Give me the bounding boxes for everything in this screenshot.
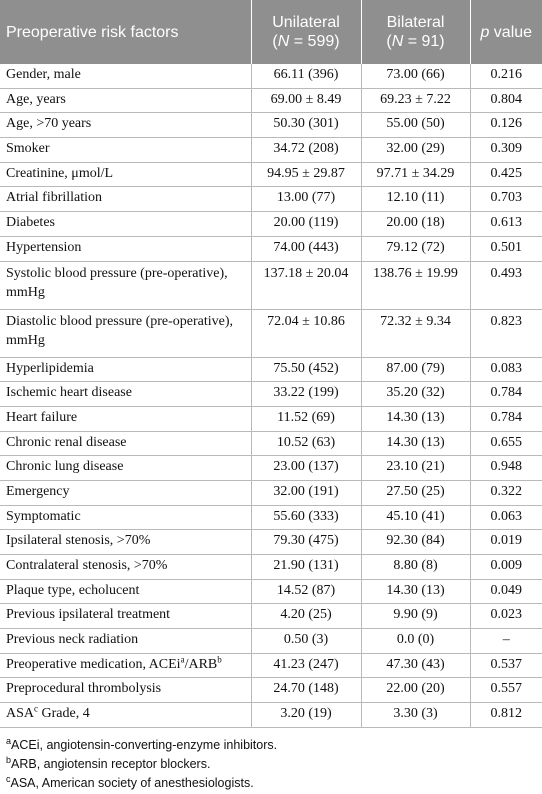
risk-factor-cell: Preoperative medication, ACEi$^a$/ARB$^b$ <box>0 653 251 678</box>
table-row <box>0 480 542 505</box>
table-row <box>0 309 542 357</box>
table-row <box>0 382 542 407</box>
bilateral-cell: 138.76 ± 19.99 <box>361 261 470 309</box>
p-value-cell: 0.537 <box>470 653 542 678</box>
bilateral-cell: 32.00 (29) <box>361 138 470 163</box>
risk-factor-cell: Hyperlipidemia <box>0 357 251 382</box>
table-row <box>0 678 542 703</box>
unilateral-cell: 23.00 (137) <box>251 456 361 481</box>
unilateral-cell: 41.23 (247) <box>251 653 361 678</box>
unilateral-cell: 75.50 (452) <box>251 357 361 382</box>
bilateral-cell: 20.00 (18) <box>361 212 470 237</box>
risk-factor-cell: Chronic lung disease <box>0 456 251 481</box>
table-header-row <box>0 0 542 64</box>
table-row <box>0 431 542 456</box>
bilateral-cell: 72.32 ± 9.34 <box>361 309 470 357</box>
p-value-cell: 0.425 <box>470 162 542 187</box>
p-value-cell: 0.948 <box>470 456 542 481</box>
unilateral-cell: 34.72 (208) <box>251 138 361 163</box>
risk-factor-cell: Hypertension <box>0 236 251 261</box>
table-row <box>0 555 542 580</box>
bilateral-cell: 97.71 ± 34.29 <box>361 162 470 187</box>
bilateral-cell: 9.90 (9) <box>361 604 470 629</box>
risk-factor-cell: Age, >70 years <box>0 113 251 138</box>
p-value-cell: 0.501 <box>470 236 542 261</box>
unilateral-cell: 10.52 (63) <box>251 431 361 456</box>
unilateral-cell: 94.95 ± 29.87 <box>251 162 361 187</box>
unilateral-cell: 20.00 (119) <box>251 212 361 237</box>
bilateral-cell: 22.00 (20) <box>361 678 470 703</box>
unilateral-cell: 50.30 (301) <box>251 113 361 138</box>
header-bilateral <box>361 0 470 64</box>
p-value-cell: 0.613 <box>470 212 542 237</box>
bilateral-cell: 23.10 (21) <box>361 456 470 481</box>
bilateral-cell: 79.12 (72) <box>361 236 470 261</box>
p-value-cell: 0.063 <box>470 505 542 530</box>
bilateral-cell: 0.0 (0) <box>361 629 470 654</box>
risk-factor-cell: Contralateral stenosis, >70% <box>0 555 251 580</box>
unilateral-cell: 24.70 (148) <box>251 678 361 703</box>
table-row <box>0 530 542 555</box>
risk-factor-cell: Plaque type, echolucent <box>0 579 251 604</box>
risk-factor-cell: Smoker <box>0 138 251 163</box>
unilateral-cell: 14.52 (87) <box>251 579 361 604</box>
table-row <box>0 653 542 678</box>
risk-factor-cell: Symptomatic <box>0 505 251 530</box>
header-unilateral-label: Unilateral <box>272 14 340 31</box>
p-value-cell: – <box>470 629 542 654</box>
table-row <box>0 261 542 309</box>
p-value-cell: 0.126 <box>470 113 542 138</box>
table-row <box>0 703 542 728</box>
unilateral-cell: 0.50 (3) <box>251 629 361 654</box>
header-bilateral-n: (N = 91) <box>386 33 445 50</box>
unilateral-cell: 33.22 (199) <box>251 382 361 407</box>
p-value-cell: 0.804 <box>470 88 542 113</box>
table-row <box>0 456 542 481</box>
risk-factor-cell: Chronic renal disease <box>0 431 251 456</box>
bilateral-cell: 3.30 (3) <box>361 703 470 728</box>
bilateral-cell: 92.30 (84) <box>361 530 470 555</box>
bilateral-cell: 35.20 (32) <box>361 382 470 407</box>
table-body <box>0 64 542 727</box>
header-unilateral-n: (N = 599) <box>272 33 340 50</box>
unilateral-cell: 79.30 (475) <box>251 530 361 555</box>
table-row <box>0 604 542 629</box>
p-value-cell: 0.083 <box>470 357 542 382</box>
unilateral-cell: 72.04 ± 10.86 <box>251 309 361 357</box>
risk-factor-cell: Creatinine, μmol/L <box>0 162 251 187</box>
unilateral-cell: 21.90 (131) <box>251 555 361 580</box>
table-row <box>0 162 542 187</box>
table-row <box>0 357 542 382</box>
unilateral-cell: 69.00 ± 8.49 <box>251 88 361 113</box>
p-value-cell: 0.557 <box>470 678 542 703</box>
risk-factor-cell: Previous neck radiation <box>0 629 251 654</box>
p-value-cell: 0.784 <box>470 406 542 431</box>
bilateral-cell: 27.50 (25) <box>361 480 470 505</box>
table-row <box>0 406 542 431</box>
unilateral-cell: 4.20 (25) <box>251 604 361 629</box>
risk-factor-cell: Emergency <box>0 480 251 505</box>
table-footnotes <box>0 728 542 793</box>
bilateral-cell: 69.23 ± 7.22 <box>361 88 470 113</box>
bilateral-cell: 14.30 (13) <box>361 431 470 456</box>
risk-factor-cell: Ischemic heart disease <box>0 382 251 407</box>
bilateral-cell: 55.00 (50) <box>361 113 470 138</box>
table-row <box>0 579 542 604</box>
p-value-cell: 0.009 <box>470 555 542 580</box>
table-row <box>0 236 542 261</box>
p-value-cell: 0.812 <box>470 703 542 728</box>
table-row <box>0 113 542 138</box>
risk-factor-cell: Previous ipsilateral treatment <box>0 604 251 629</box>
risk-factor-cell: ASA$^c$ Grade, 4 <box>0 703 251 728</box>
p-value-cell: 0.216 <box>470 64 542 88</box>
p-value-cell: 0.019 <box>470 530 542 555</box>
p-value-cell: 0.703 <box>470 187 542 212</box>
table-row <box>0 212 542 237</box>
p-value-cell: 0.784 <box>470 382 542 407</box>
header-p-value: p value <box>470 0 542 64</box>
header-unilateral <box>251 0 361 64</box>
bilateral-cell: 14.30 (13) <box>361 406 470 431</box>
unilateral-cell: 3.20 (19) <box>251 703 361 728</box>
header-risk-factors <box>0 0 251 64</box>
risk-factor-cell: Preprocedural thrombolysis <box>0 678 251 703</box>
bilateral-cell: 73.00 (66) <box>361 64 470 88</box>
risk-factor-cell: Age, years <box>0 88 251 113</box>
header-bilateral-label: Bilateral <box>386 14 445 31</box>
unilateral-cell: 13.00 (77) <box>251 187 361 212</box>
bilateral-cell: 12.10 (11) <box>361 187 470 212</box>
footnote: $^c$ASA, American society of anesthesiologists. <box>6 773 254 790</box>
p-value-cell: 0.309 <box>470 138 542 163</box>
bilateral-cell: 14.30 (13) <box>361 579 470 604</box>
unilateral-cell: 137.18 ± 20.04 <box>251 261 361 309</box>
table-row <box>0 88 542 113</box>
table-row <box>0 629 542 654</box>
unilateral-cell: 66.11 (396) <box>251 64 361 88</box>
p-value-cell: 0.493 <box>470 261 542 309</box>
table-row <box>0 64 542 88</box>
risk-factor-cell: Diabetes <box>0 212 251 237</box>
risk-factor-cell: Systolic blood pressure (pre-operative), mmHg <box>0 261 251 309</box>
p-value-cell: 0.655 <box>470 431 542 456</box>
bilateral-cell: 87.00 (79) <box>361 357 470 382</box>
risk-factor-cell: Heart failure <box>0 406 251 431</box>
unilateral-cell: 74.00 (443) <box>251 236 361 261</box>
table-row <box>0 505 542 530</box>
risk-factor-cell: Diastolic blood pressure (pre-operative), mmHg <box>0 309 251 357</box>
footnote: $^a$ACEi, angiotensin-converting-enzyme inhibitors. <box>6 735 278 752</box>
unilateral-cell: 11.52 (69) <box>251 406 361 431</box>
p-value-cell: 0.322 <box>470 480 542 505</box>
header-risk-factors-label: Preoperative risk factors <box>6 23 179 41</box>
p-value-cell: 0.023 <box>470 604 542 629</box>
bilateral-cell: 47.30 (43) <box>361 653 470 678</box>
risk-factor-cell: Ipsilateral stenosis, >70% <box>0 530 251 555</box>
table-row <box>0 187 542 212</box>
unilateral-cell: 32.00 (191) <box>251 480 361 505</box>
footnote: $^b$ARB, angiotensin receptor blockers. <box>6 754 211 771</box>
p-value-cell: 0.049 <box>470 579 542 604</box>
risk-factor-cell: Gender, male <box>0 64 251 88</box>
bilateral-cell: 45.10 (41) <box>361 505 470 530</box>
table-row <box>0 138 542 163</box>
p-value-cell: 0.823 <box>470 309 542 357</box>
bilateral-cell: 8.80 (8) <box>361 555 470 580</box>
unilateral-cell: 55.60 (333) <box>251 505 361 530</box>
risk-factor-cell: Atrial fibrillation <box>0 187 251 212</box>
